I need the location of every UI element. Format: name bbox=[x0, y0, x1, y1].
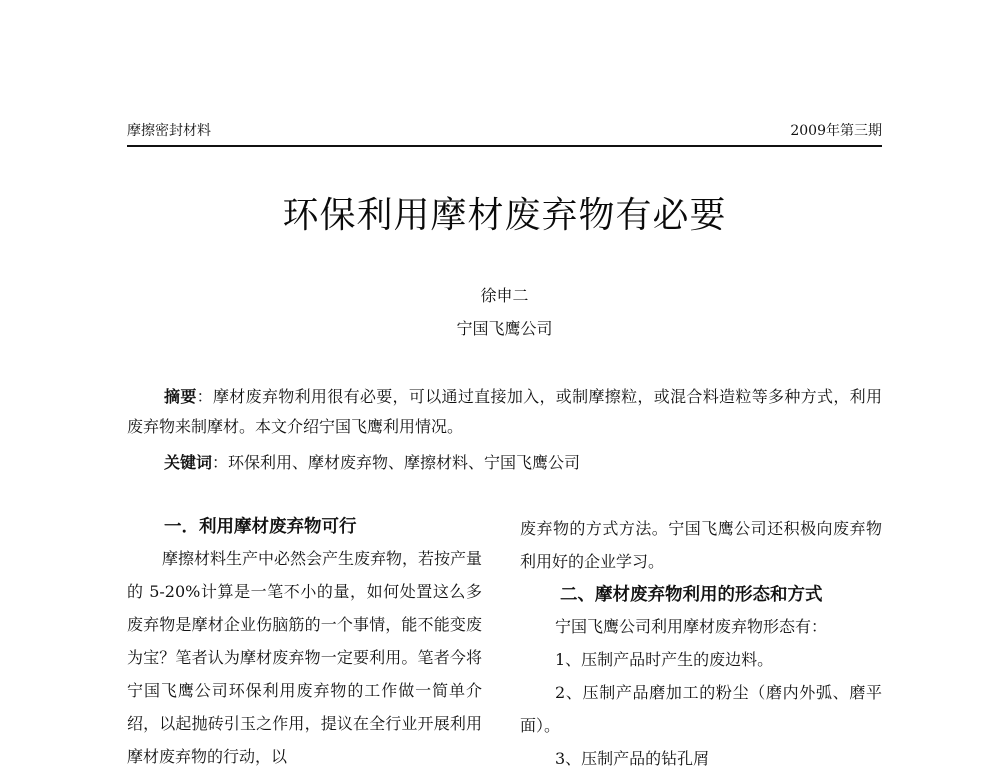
abstract-text: ：摩材废弃物利用很有必要，可以通过直接加入，或制摩擦粒，或混合料造粒等多种方式，利用废弃物来制摩材。本文介绍宁国飞鹰利用情况。 bbox=[127, 387, 882, 436]
abstract bbox=[127, 382, 882, 442]
abstract-label: 摘要 bbox=[164, 387, 197, 406]
keywords bbox=[164, 448, 882, 478]
running-header bbox=[127, 120, 882, 142]
list-item: 3、压制产品的钻孔屑 bbox=[555, 749, 710, 768]
left-column bbox=[127, 512, 482, 773]
author-affiliation: 宁国飞鹰公司 bbox=[456, 319, 553, 338]
author-name: 徐申二 bbox=[480, 286, 529, 305]
header-rule bbox=[127, 145, 882, 147]
keywords-label: 关键词 bbox=[164, 453, 213, 472]
journal-name: 摩擦密封材料 bbox=[127, 123, 211, 139]
section-1-heading: 一．利用摩材废弃物可行 bbox=[164, 517, 357, 537]
section-1-continued: 废弃物的方式方法。宁国飞鹰公司还积极向废弃物利用好的企业学习。 bbox=[520, 519, 882, 571]
section-2-intro: 宁国飞鹰公司利用摩材废弃物形态有： bbox=[555, 617, 828, 636]
article-title: 环保利用摩材废弃物有必要 bbox=[282, 195, 727, 236]
keywords-text: ：环保利用、摩材废弃物、摩擦材料、宁国飞鹰公司 bbox=[212, 453, 581, 472]
right-column bbox=[520, 512, 882, 775]
section-2-heading: 二、摩材废弃物利用的形态和方式 bbox=[560, 585, 823, 605]
list-item: 1、压制产品时产生的废边料。 bbox=[555, 650, 774, 669]
issue-label: 2009年第三期 bbox=[790, 123, 882, 139]
section-1-paragraph: 摩擦材料生产中必然会产生废弃物，若按产量的 5-20%计算是一笔不小的量，如何处置这么多废弃物是摩材企业伤脑筋的一个事情，能不能变废为宝？笔者认为摩材废弃物一定要利用。笔者今将宁国飞鹰公司环保利用废弃物的工作做一简单介绍，以起抛砖引玉之作用，提议在全行业开展利用摩材废弃物的行动，以 bbox=[127, 549, 483, 766]
list-item: 2、压制产品磨加工的粉尘（磨内外弧、磨平面）。 bbox=[520, 683, 882, 735]
